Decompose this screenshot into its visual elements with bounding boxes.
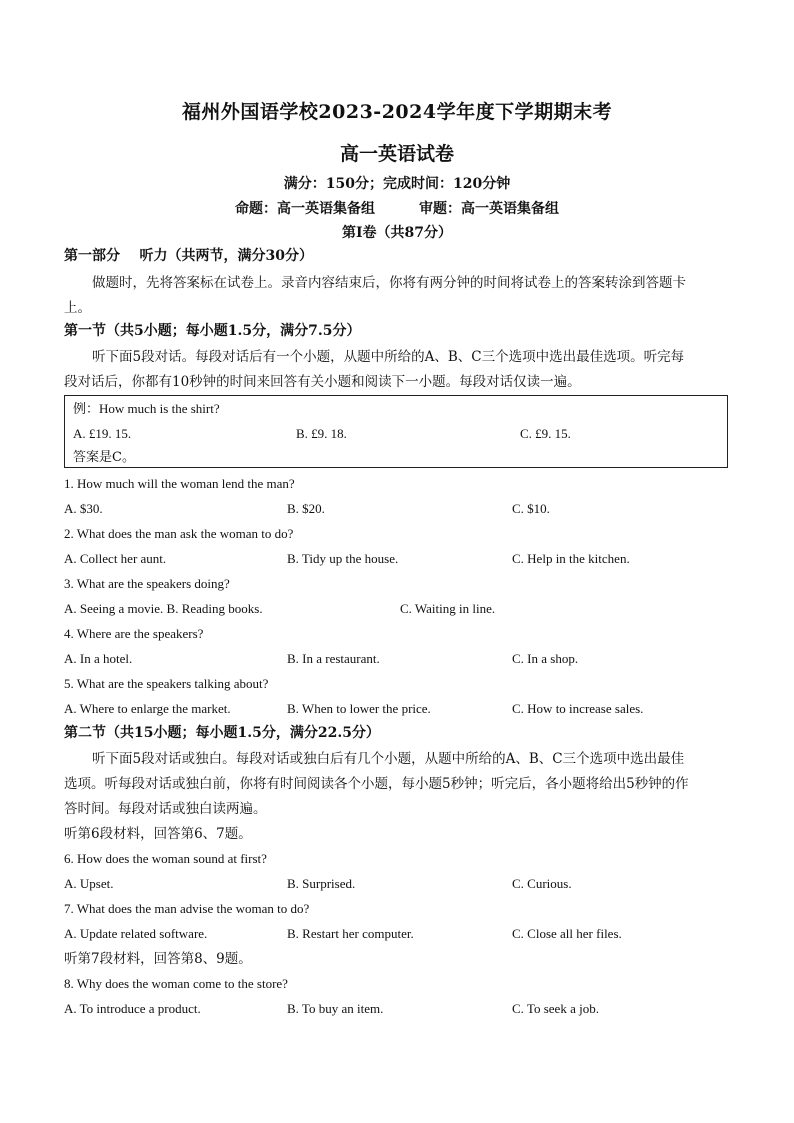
example-question: 例：How much is the shirt? [73, 401, 220, 416]
section1-instructions-2: 段对话后，你都有10秒钟的时间来回答有关小题和阅读下一小题。每段对话仅读一遍。 [64, 374, 581, 390]
section2-instructions-3: 答时间。每段对话或独白读两遍。 [64, 801, 267, 817]
setter: 命题：高一英语集备组 [235, 201, 375, 217]
q6-option-b: B. Surprised. [287, 876, 356, 891]
q7-option-a: A. Update related software. [64, 926, 208, 941]
q8-option-a: A. To introduce a product. [64, 1001, 201, 1016]
authors-line [0, 198, 794, 218]
q5-option-c: C. How to increase sales. [512, 701, 644, 716]
example-answer: 答案是C。 [73, 450, 135, 465]
question-1: 1. How much will the woman lend the man? [64, 476, 295, 491]
q7-option-b: B. Restart her computer. [287, 926, 414, 941]
exam-subtitle: 高一英语试卷 [339, 143, 454, 165]
reviewer: 审题：高一英语集备组 [419, 201, 559, 217]
q5-option-a: A. Where to enlarge the market. [64, 701, 231, 716]
q6-option-c: C. Curious. [512, 876, 572, 891]
q5-option-b: B. When to lower the price. [287, 701, 431, 716]
section2-heading: 第二节（共15小题；每小题1.5分，满分22.5分） [64, 725, 380, 741]
part1-heading: 第一部分 听力（共两节，满分30分） [64, 248, 313, 264]
example-box [64, 395, 728, 468]
example-option-c: C. £9. 15. [520, 426, 571, 441]
q2-option-c: C. Help in the kitchen. [512, 551, 630, 566]
volume-label: 第Ⅰ卷（共87分） [341, 225, 453, 241]
material-7-label: 听第7段材料，回答第8、9题。 [64, 951, 252, 967]
material-6-label: 听第6段材料，回答第6、7题。 [64, 826, 252, 842]
section1-heading: 第一节（共5小题；每小题1.5分，满分7.5分） [64, 323, 361, 339]
question-2: 2. What does the man ask the woman to do? [64, 526, 294, 541]
q3-option-c: C. Waiting in line. [400, 601, 496, 616]
q8-option-b: B. To buy an item. [287, 1001, 384, 1016]
part1-instructions-2: 上。 [64, 300, 91, 316]
example-option-b: B. £9. 18. [296, 426, 347, 441]
q6-option-a: A. Upset. [64, 876, 114, 891]
q7-option-c: C. Close all her files. [512, 926, 622, 941]
section1-instructions-1: 听下面5段对话。每段对话后有一个小题，从题中所给的A、B、C三个选项中选出最佳选项。听完每 [92, 349, 685, 365]
question-3: 3. What are the speakers doing? [64, 576, 230, 591]
section2-instructions-2: 选项。听每段对话或独白前，你将有时间阅读各个小题，每小题5秒钟；听完后，各小题将给出5秒钟的作 [64, 776, 689, 792]
section2-instructions-1: 听下面5段对话或独白。每段对话或独白后有几个小题，从题中所给的A、B、C三个选项中选出最佳 [92, 751, 685, 767]
exam-title: 福州外国语学校2023-2024学年度下学期期末考 [181, 101, 613, 123]
question-7: 7. What does the man advise the woman to do? [64, 901, 310, 916]
example-option-a: A. £19. 15. [73, 426, 132, 441]
question-6: 6. How does the woman sound at first? [64, 851, 267, 866]
q4-option-a: A. In a hotel. [64, 651, 133, 666]
q8-option-c: C. To seek a job. [512, 1001, 599, 1016]
q4-option-c: C. In a shop. [512, 651, 579, 666]
question-8: 8. Why does the woman come to the store? [64, 976, 288, 991]
q2-option-b: B. Tidy up the house. [287, 551, 399, 566]
q1-option-a: A. $30. [64, 501, 103, 516]
q1-option-c: C. $10. [512, 501, 550, 516]
question-4: 4. Where are the speakers? [64, 626, 204, 641]
q1-option-b: B. $20. [287, 501, 325, 516]
part1-instructions-1: 做题时，先将答案标在试卷上。录音内容结束后，你将有两分钟的时间将试卷上的答案转涂到答题卡 [92, 275, 686, 291]
q4-option-b: B. In a restaurant. [287, 651, 380, 666]
score-time: 满分：150分；完成时间：120分钟 [283, 176, 511, 192]
q3-options-ab: A. Seeing a movie. B. Reading books. [64, 601, 263, 616]
q2-option-a: A. Collect her aunt. [64, 551, 167, 566]
question-5: 5. What are the speakers talking about? [64, 676, 269, 691]
